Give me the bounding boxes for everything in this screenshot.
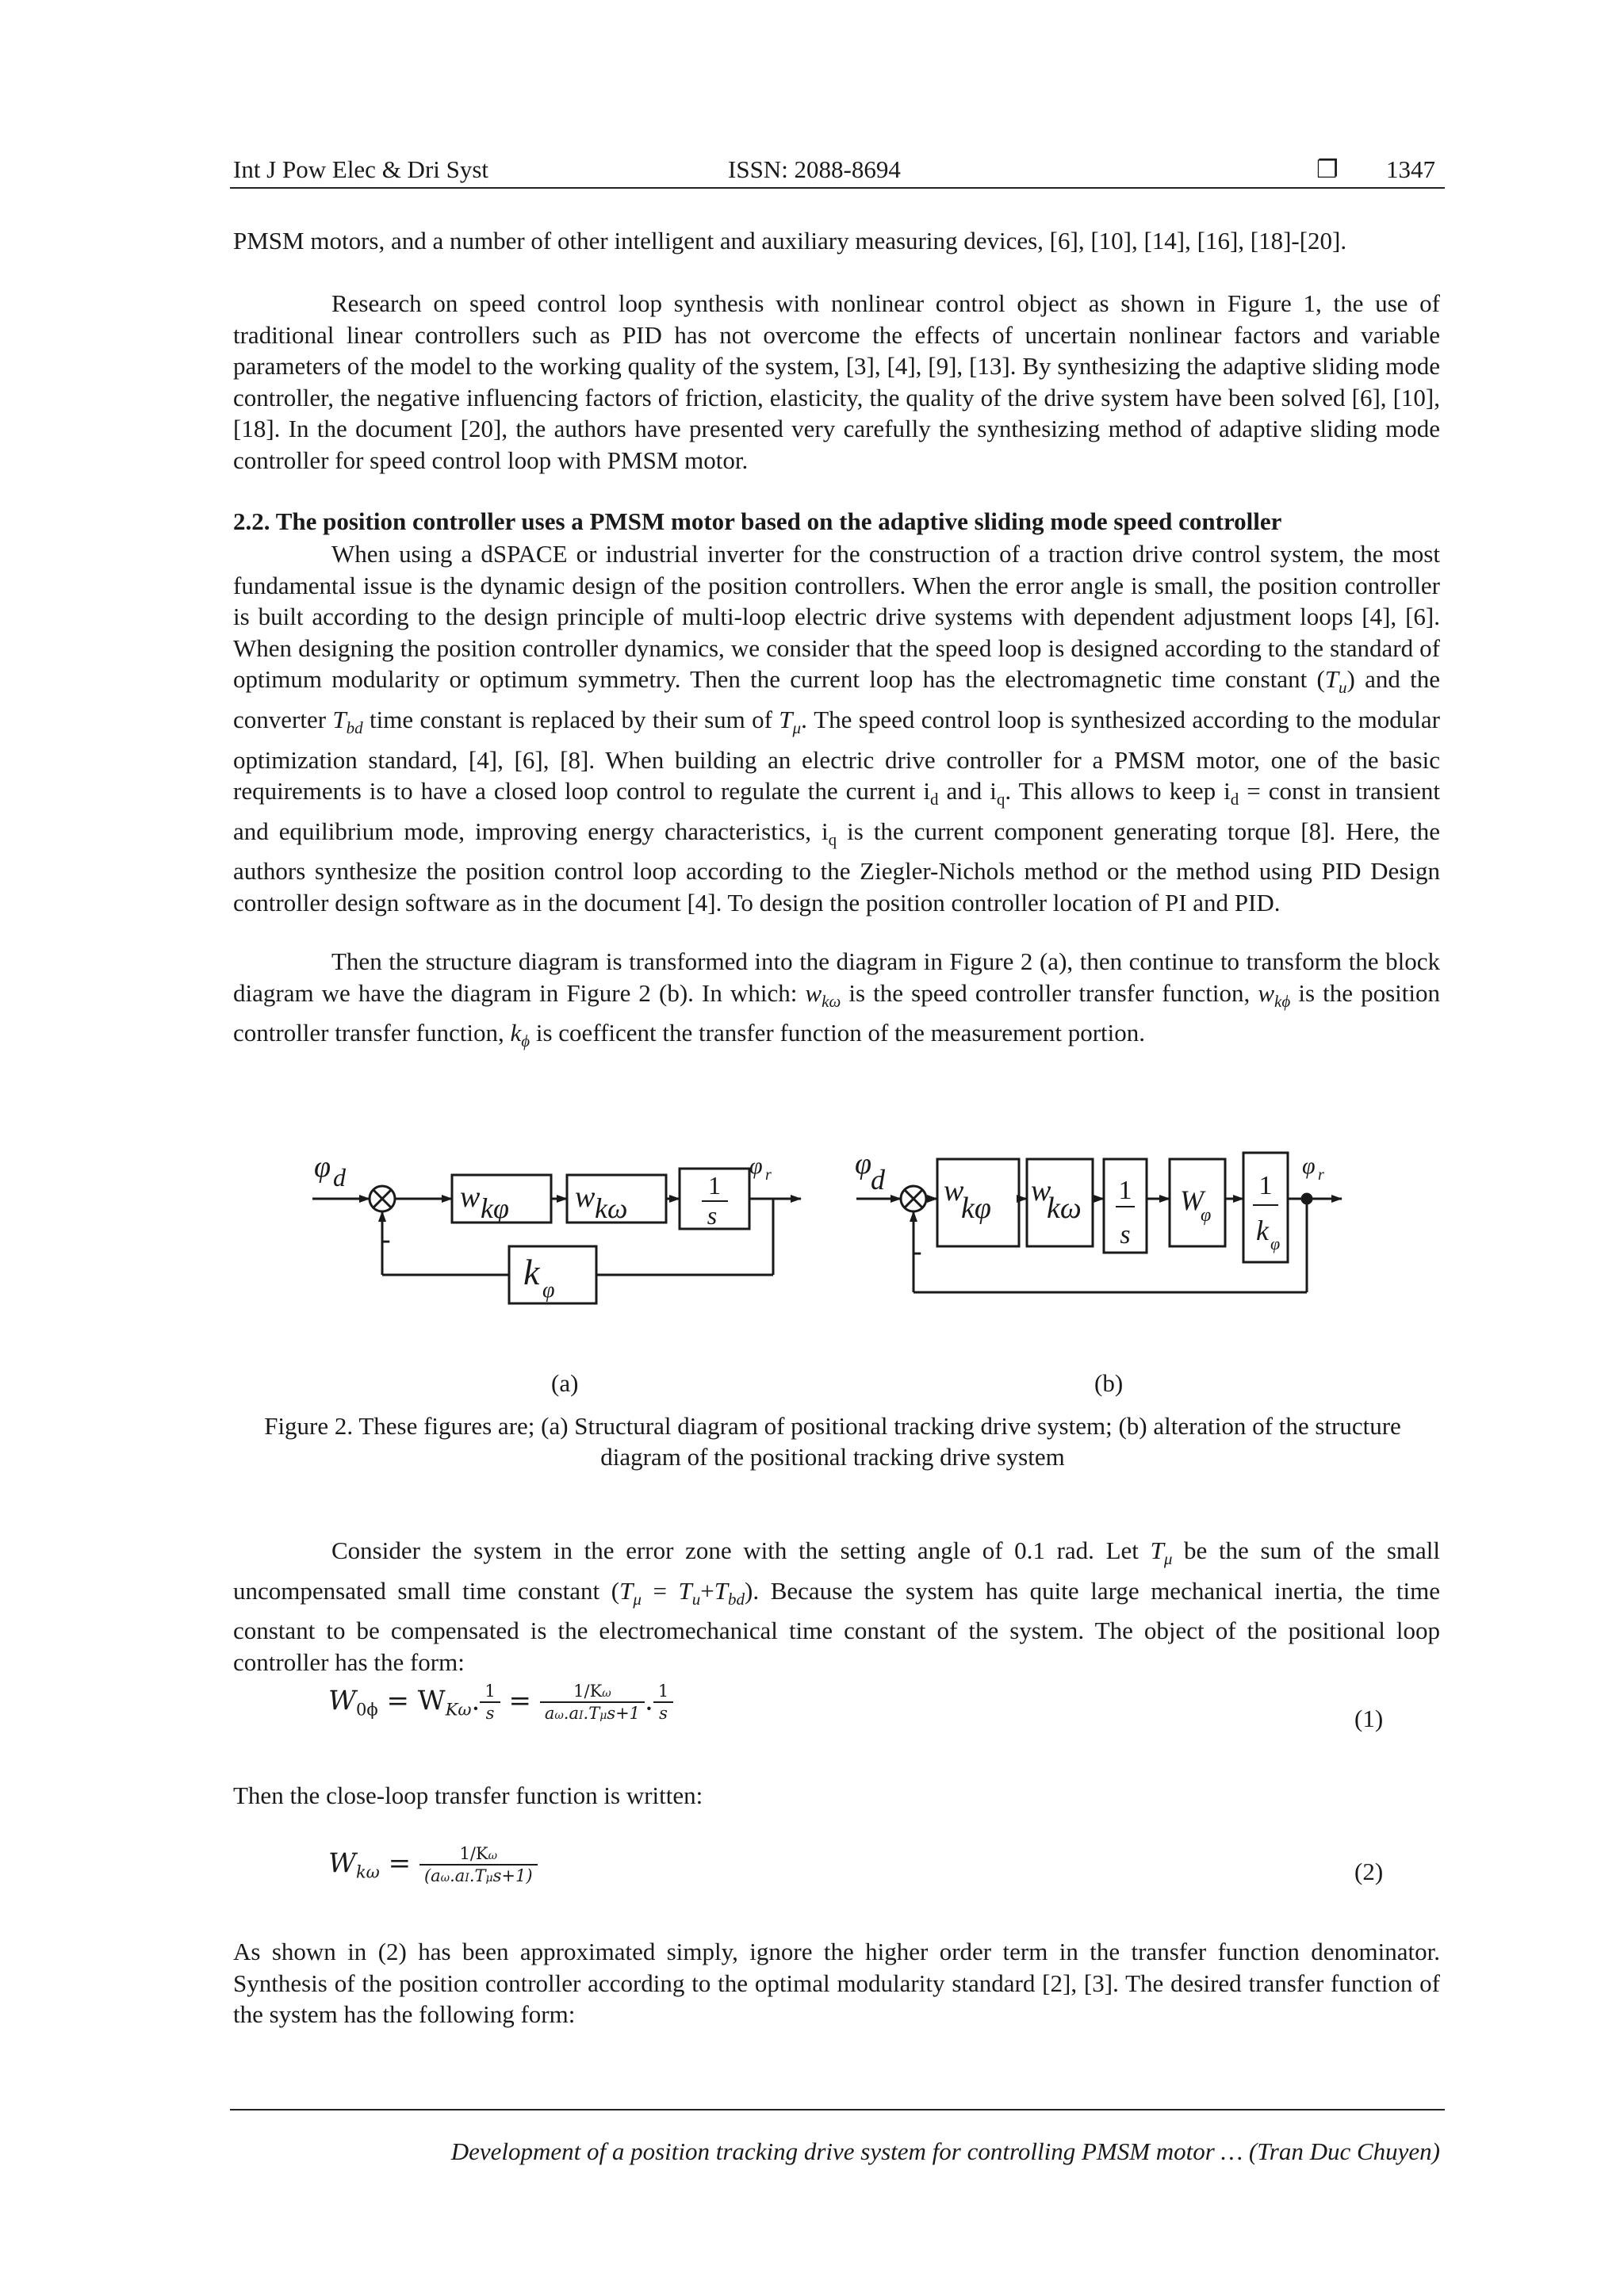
paragraph-7: As shown in (2) has been approximated simply, ignore the higher order term in the transfer function denominator. Synthesis of the position controller according to the optimal modularity standard [2], [3]. The desired transfer function of the system has the following form: <box>233 1938 1440 2029</box>
b-block4-sub: φ <box>1201 1205 1212 1226</box>
b-block2-sub: kω <box>1047 1192 1082 1225</box>
paragraph-1: PMSM motors, and a number of other intelligent and auxiliary measuring devices, [6], [10], [14], [16], [18]-[20]. <box>233 227 1347 254</box>
a-block1-w: w <box>460 1181 481 1214</box>
figure-caption: Figure 2. These figures are; (a) Structural diagram of positional tracking drive system; (b) alteration of the structure diagram of the positional tracking drive system <box>264 1412 1401 1471</box>
b-block5-num: 1 <box>1258 1171 1273 1200</box>
b-block2-w: w <box>1031 1174 1051 1207</box>
b-block4-w: W <box>1180 1184 1204 1216</box>
a-output-sub: r <box>765 1166 772 1184</box>
a-feedback-k: k <box>523 1252 540 1292</box>
b-minus: - <box>912 1234 922 1268</box>
journal-name: Int J Pow Elec & Dri Syst <box>233 155 489 183</box>
equation-2-number: (2) <box>1354 1858 1384 1885</box>
equation-1-number: (1) <box>1354 1705 1384 1732</box>
a-block2-sub: kω <box>595 1192 628 1224</box>
b-block5-den-sub: φ <box>1270 1234 1281 1253</box>
equation-2: $W_{k\omega}$ = $\frac{1/K\omega}{\text{(aω.aI.Tμs+1)}}$ <box>328 1843 538 1887</box>
a-input-sub: d <box>333 1163 346 1192</box>
section-heading: 2.2. The position controller uses a PMSM motor based on the adaptive sliding mode speed controller <box>233 507 1282 535</box>
footer-rule <box>230 2109 1445 2110</box>
b-block3-den: s <box>1120 1220 1131 1249</box>
header-rule <box>230 187 1445 189</box>
b-input-phi: φ <box>855 1147 872 1181</box>
b-block1-w: w <box>944 1174 964 1207</box>
b-output-phi: φ <box>1302 1153 1316 1179</box>
figure-2-block-diagrams <box>301 1142 1348 1403</box>
a-feedback-sub: φ <box>542 1278 555 1303</box>
label-a: (a) <box>551 1369 579 1397</box>
a-output-phi: φ <box>749 1153 763 1179</box>
label-b: (b) <box>1094 1369 1124 1397</box>
b-input-sub: d <box>871 1164 885 1196</box>
paragraph-2: Research on speed control loop synthesis with nonlinear control object as shown in Figure 1, the use of traditional linear controllers such as PID has not overcome the effects of uncertain nonlinear factors and variable parameters of the model to the working quality of the system, [3], [4], [9], [13]. By synthesizing the adaptive sliding mode controller, the negative influencing factors of friction, elasticity, the quality of the drive system have been solved [6], [10], [18]. In the document [20], the authors have presented very carefully the synthesizing method of adaptive sliding mode controller for speed control loop with PMSM motor. <box>233 289 1440 474</box>
a-block1-sub: kφ <box>481 1192 509 1224</box>
paragraph-3: When using a dSPACE or industrial inverter for the construction of a traction drive control system, the most fundamental issue is the dynamic design of the position controllers. When the error angle is small, the position controller is built according to the design principle of multi-loop electric drive systems with dependent adjustment loops [4], [6]. When designing the position controller dynamics, we consider that the speed loop is designed according to the standard of optimum modularity or optimum symmetry. Then the current loop has the electromagnetic time constant $(T_u)$ and the converter $T_{bd}$ time constant is replaced by their sum of $T_\mu$. The speed control loop is synthesized according to the modular optimization standard, [4], [6], [8]. When building an electric drive controller for a PMSM motor, one of the basic requirements is to have a closed loop control to regulate the current $i_d$ and $i_q$. This allows to keep $i_d$ = const in transient and equilibrium mode, improving energy characteristics, $i_q$ is the current component generating torque [8]. Here, the authors synthesize the position control loop according to the Ziegler-Nichols method or the method using PID Design controller design software as in the document [4]. To design the position controller location of PI and PID. <box>233 540 1440 916</box>
issn: ISSN: 2088-8694 <box>728 155 901 183</box>
paragraph-4: Then the structure diagram is transformed into the diagram in Figure 2 (a), then continue to transform the block diagram we have the diagram in Figure 2 (b). In which: $w_{k\omega}$ is the speed controller transfer function, $w_{k\phi}$ is the position controller transfer function, $k_\phi$ is coefficent the transfer function of the measurement portion. <box>233 947 1441 1051</box>
b-output-sub: r <box>1318 1166 1324 1184</box>
a-block2-w: w <box>575 1181 596 1214</box>
a-input-phi: φ <box>314 1150 331 1184</box>
a-block3-den: s <box>707 1201 718 1230</box>
a-block3-num: 1 <box>708 1171 721 1200</box>
paragraph-6: Then the close-loop transfer function is written: <box>233 1781 703 1809</box>
b-block1-sub: kφ <box>961 1192 991 1225</box>
b-block5-den: k <box>1256 1215 1269 1246</box>
header-marker: ❐ <box>1316 155 1339 183</box>
a-minus: - <box>381 1223 391 1256</box>
paragraph-5: Consider the system in the error zone with the setting angle of 0.1 rad. Let $T_\mu$ be the sum of the small uncompensated small time constant $(T_\mu = T_u+T_{bd})$. Because the system has quite large mechanical inertia, the time constant to be compensated is the electromechanical time constant of the system. The object of the positional loop controller has the form: <box>233 1536 1441 1676</box>
b-block3-num: 1 <box>1118 1176 1132 1205</box>
page-number: 1347 <box>1386 155 1435 183</box>
footer-running-title: Development of a position tracking drive system for controlling PMSM motor … (Tran Duc Chuyen) <box>450 2137 1440 2165</box>
equation-1: $W_{0\phi} = W_{K\omega}$. $\frac{1}{s}$ = $\frac{1/K\omega}{\text{aω.aI.Tμs+1}}$ . $\frac{1}{s}$ <box>328 1681 673 1724</box>
